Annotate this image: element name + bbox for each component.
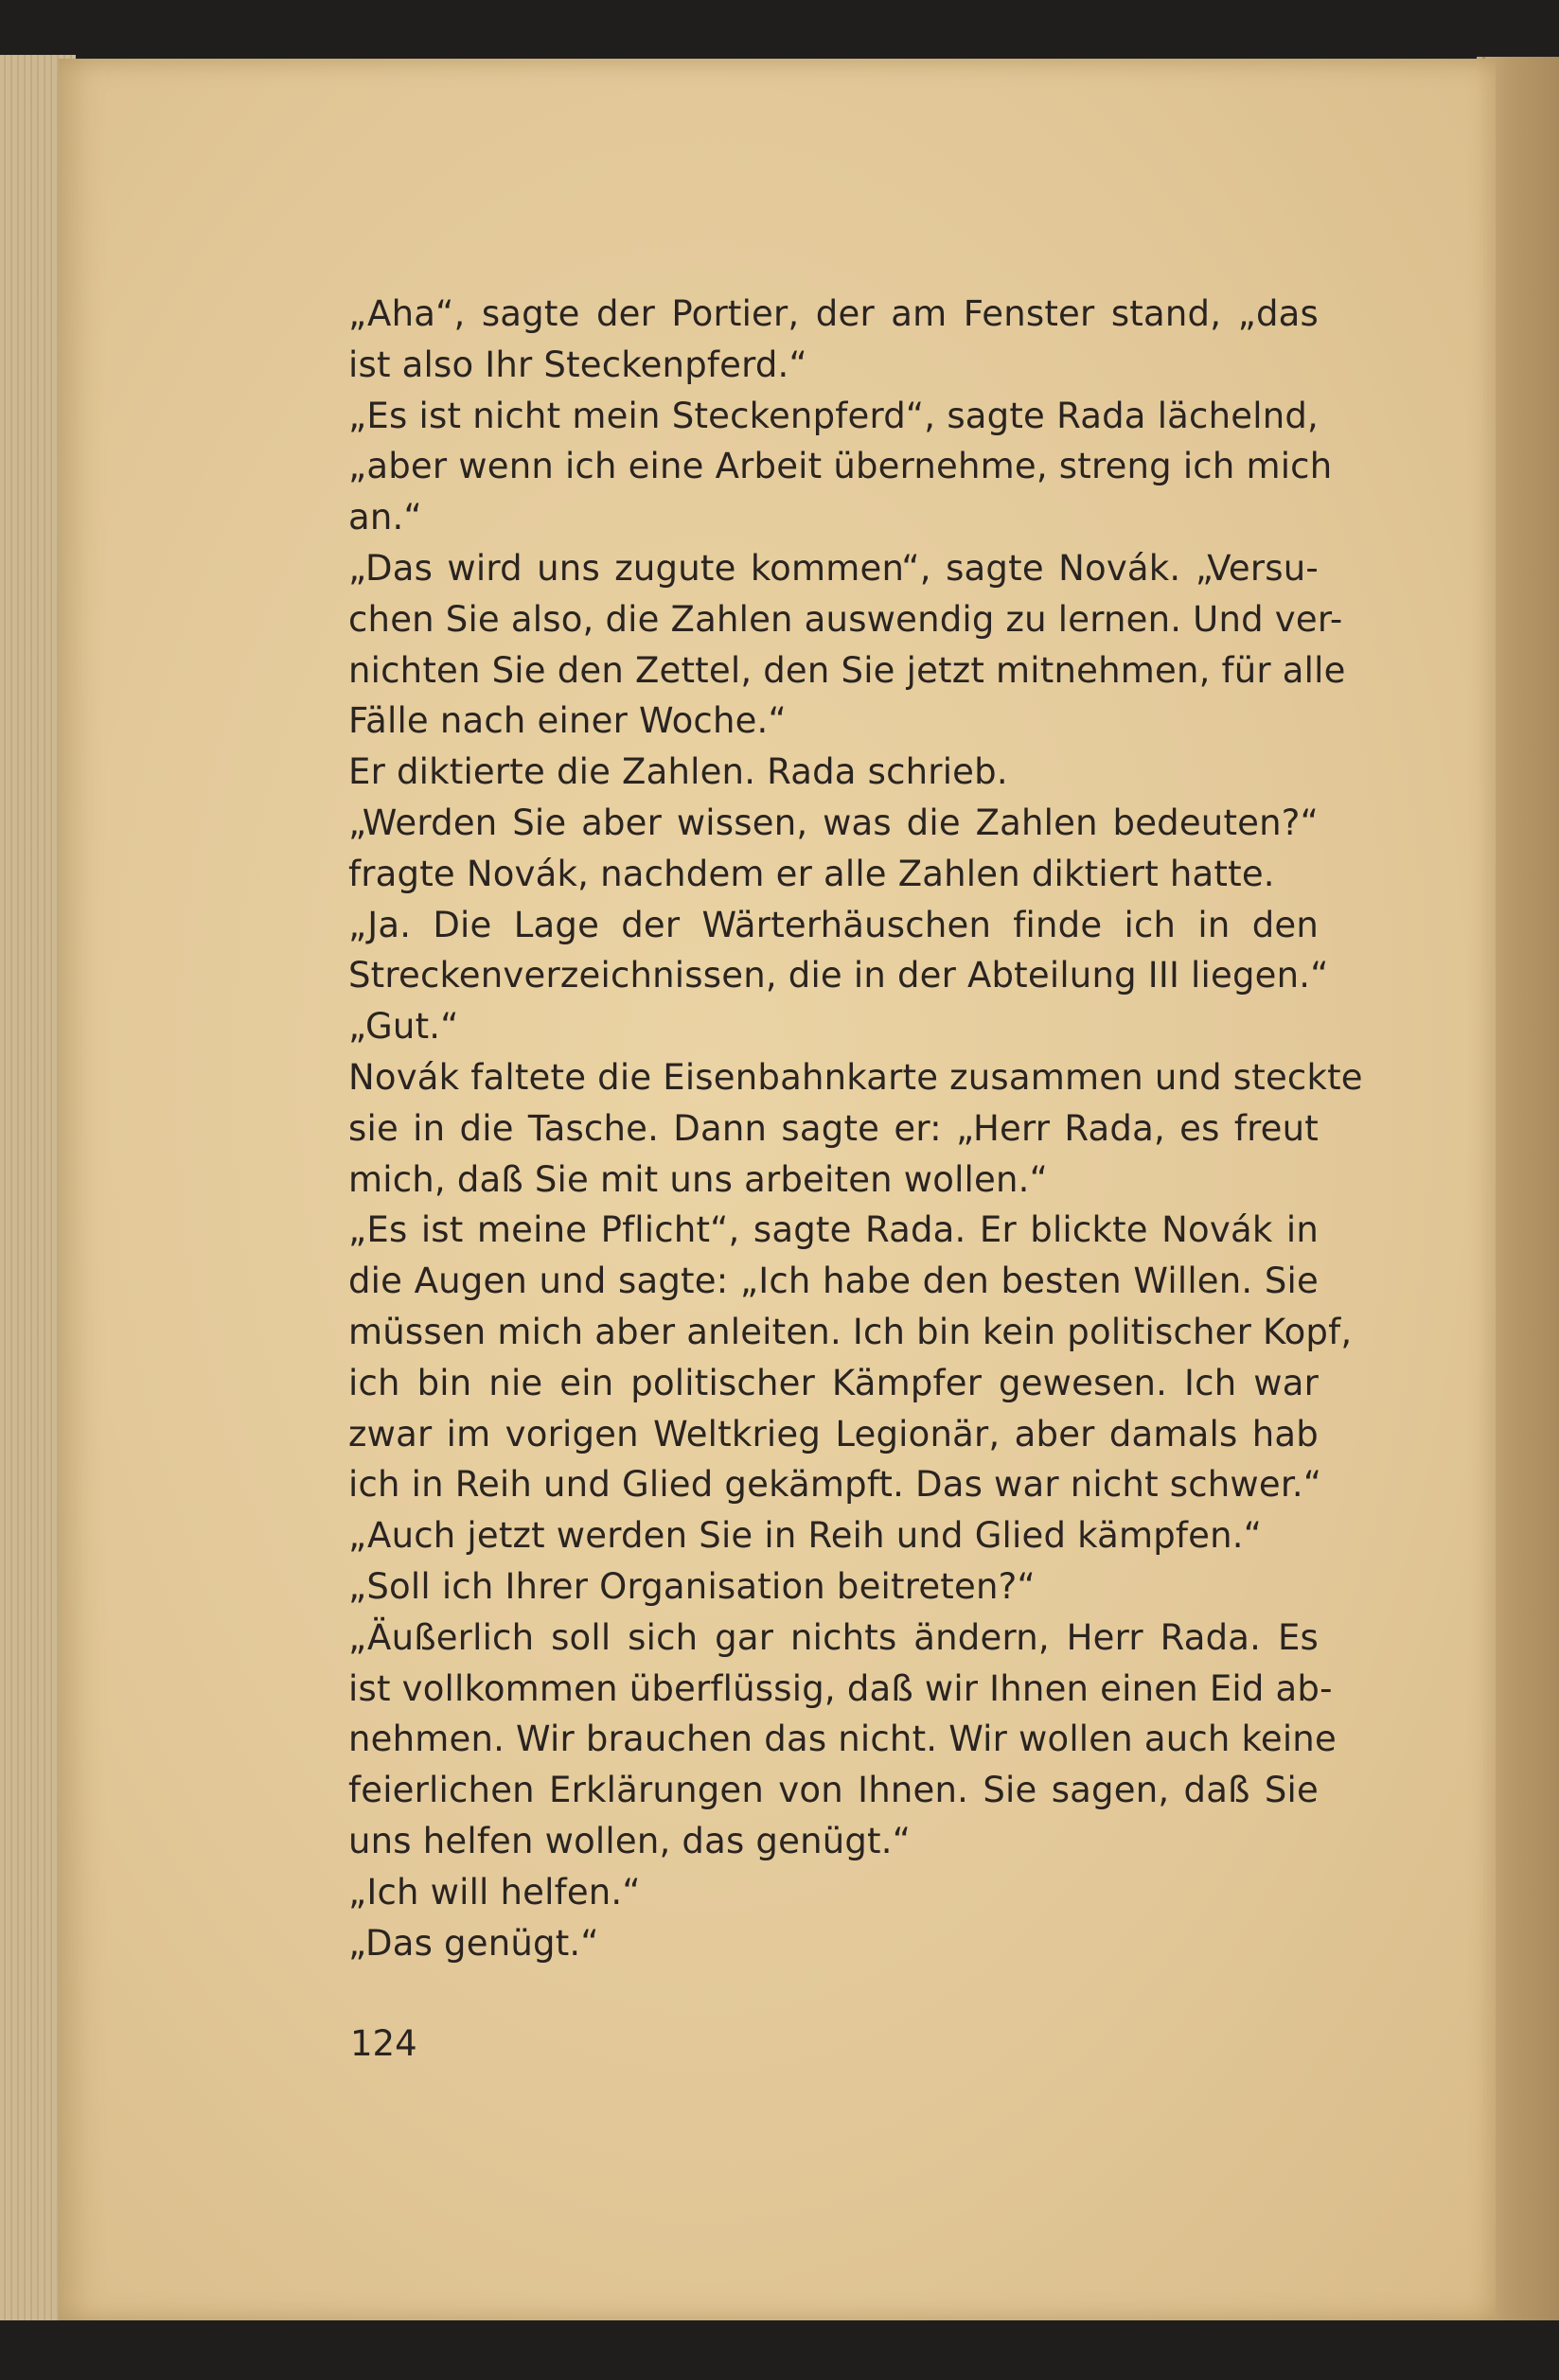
text-line: ich in Reih und Glied gekämpft. Das war nicht schwer.“	[348, 1464, 1322, 1506]
text-line: zwar im vorigen Weltkrieg Legionär, aber damals hab	[348, 1413, 1319, 1454]
text-line: „Auch jetzt werden Sie in Reih und Glied kämpfen.“	[348, 1515, 1263, 1557]
text-line: „aber wenn ich eine Arbeit übernehme, streng ich mich	[348, 446, 1333, 487]
text-line: „Das genügt.“	[348, 1922, 599, 1964]
page-number: 124	[350, 2023, 417, 2064]
text-line: „Ich will helfen.“	[348, 1871, 641, 1913]
text-line: mich, daß Sie mit uns arbeiten wollen.“	[348, 1158, 1048, 1200]
text-line: ist vollkommen überflüssig, daß wir Ihnen einen Eid ab-	[348, 1667, 1333, 1709]
text-line: chen Sie also, die Zahlen auswendig zu lernen. Und ver-	[348, 598, 1343, 640]
text-line: Novák faltete die Eisenbahnkarte zusammen und steckte	[348, 1056, 1363, 1098]
text-line: an.“	[348, 497, 422, 538]
text-line: nichten Sie den Zettel, den Sie jetzt mitnehmen, für alle	[348, 649, 1346, 691]
text-line: „Es ist nicht mein Steckenpferd“, sagte Rada lächelnd,	[348, 395, 1319, 436]
text-line: Streckenverzeichnissen, die in der Abteilung III liegen.“	[348, 955, 1329, 996]
text-line: „Aha“, sagte der Portier, der am Fenster stand, „das	[348, 293, 1319, 334]
text-line: „Soll ich Ihrer Organisation beitreten?“	[348, 1565, 1036, 1607]
text-line: müssen mich aber anleiten. Ich bin kein politischer Kopf,	[348, 1311, 1353, 1352]
text-line: nehmen. Wir brauchen das nicht. Wir wollen auch keine	[348, 1719, 1337, 1760]
text-line: ist also Ihr Steckenpferd.“	[348, 344, 807, 385]
text-line: Fälle nach einer Woche.“	[348, 700, 787, 742]
text-line: die Augen und sagte: „Ich habe den besten Willen. Sie	[348, 1261, 1319, 1302]
text-line: uns helfen wollen, das genügt.“	[348, 1820, 912, 1861]
text-line: „Es ist meine Pflicht“, sagte Rada. Er blickte Novák in	[348, 1209, 1319, 1251]
text-line: „Äußerlich soll sich gar nichts ändern, Herr Rada. Es	[348, 1616, 1319, 1658]
text-line: „Werden Sie aber wissen, was die Zahlen bedeuten?“	[348, 802, 1319, 843]
body-text	[348, 289, 1363, 1968]
text-line: „Ja. Die Lage der Wärterhäuschen finde ich in den	[348, 904, 1319, 945]
text-line: feierlichen Erklärungen von Ihnen. Sie sagen, daß Sie	[348, 1770, 1319, 1811]
text-line: „Das wird uns zugute kommen“, sagte Novák. „Versu-	[348, 547, 1319, 589]
text-line: ich bin nie ein politischer Kämpfer gewesen. Ich war	[348, 1362, 1319, 1403]
text-line: Er diktierte die Zahlen. Rada schrieb.	[348, 751, 1008, 793]
text-line: fragte Novák, nachdem er alle Zahlen diktiert hatte.	[348, 853, 1275, 894]
scan-background-bottom	[0, 2320, 1559, 2380]
scan-background-top	[0, 0, 1559, 59]
text-line: sie in die Tasche. Dann sagte er: „Herr Rada, es freut	[348, 1107, 1319, 1149]
text-line: „Gut.“	[348, 1006, 459, 1048]
